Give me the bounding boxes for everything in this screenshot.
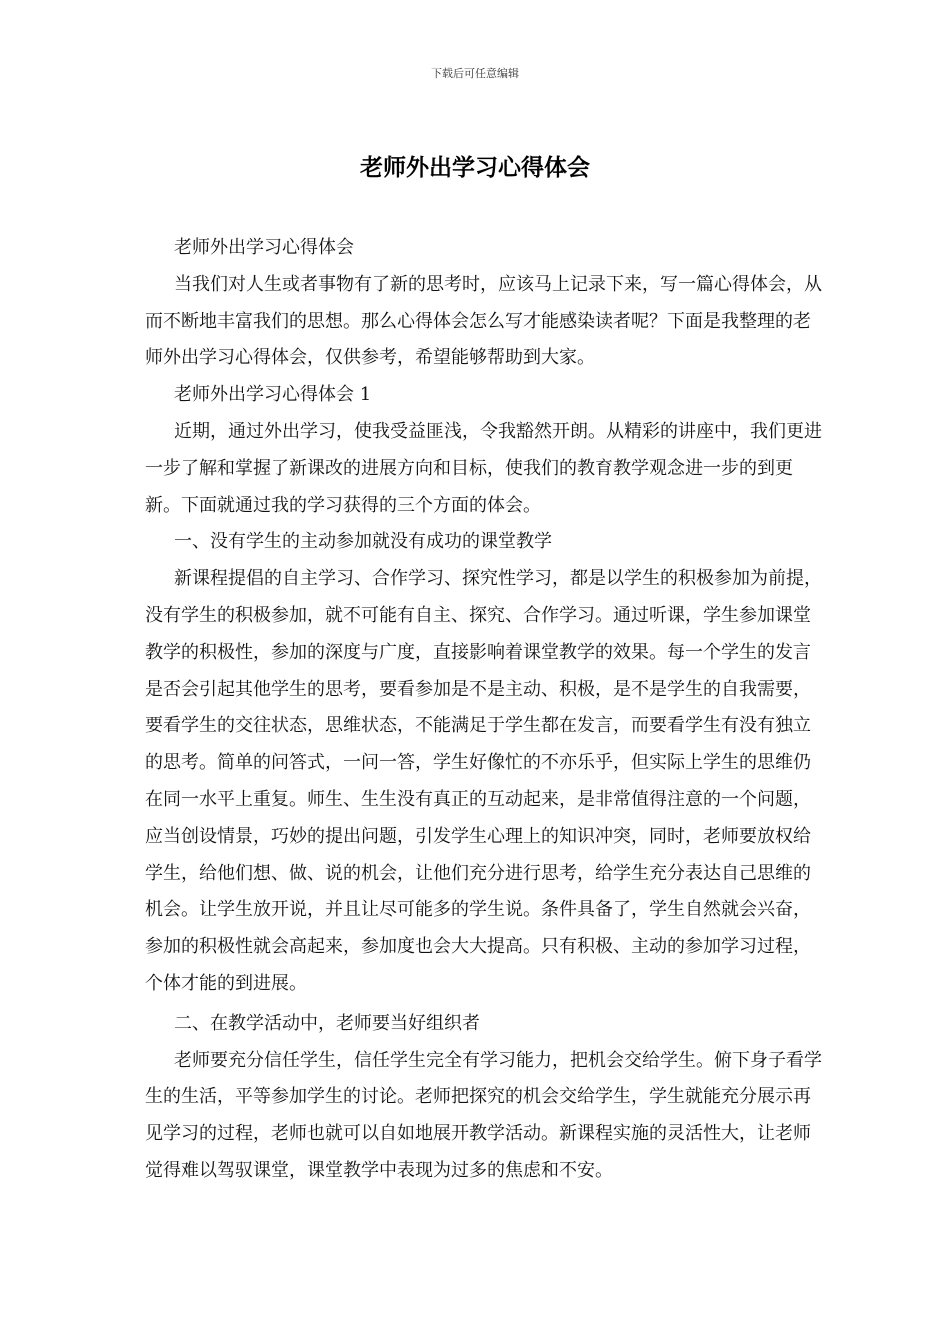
- document-body: [145, 230, 825, 1190]
- page-header: 下载后可任意编辑: [431, 67, 519, 80]
- intro-paragraph: 当我们对人生或者事物有了新的思考时，应该马上记录下来，写一篇心得体会，从而不断地丰富我们的思想。那么心得体会怎么写才能感染读者呢？下面是我整理的老师外出学习心得体会，仅供参考，希望能够帮助到大家。: [145, 273, 822, 369]
- intro-heading: 老师外出学习心得体会: [174, 237, 354, 258]
- subheading-1: 一、没有学生的主动参加就没有成功的课堂教学: [174, 531, 552, 553]
- subheading-2: 二、在教学活动中，老师要当好组织者: [174, 1012, 480, 1034]
- body-paragraph: 近期，通过外出学习，使我受益匪浅，令我豁然开朗。从精彩的讲座中，我们更进一步了解和掌握了新课改的进展方向和目标，使我们的教育教学观念进一步的到更新。下面就通过我的学习获得的三个方面的体会。: [145, 420, 822, 516]
- section-heading-1: 老师外出学习心得体会 1: [174, 384, 372, 406]
- body-paragraph: 新课程提倡的自主学习、合作学习、探究性学习，都是以学生的积极参加为前提，没有学生的积极参加，就不可能有自主、探究、合作学习。通过听课，学生参加课堂教学的积极性，参加的深度与广度，直接影响着课堂教学的效果。每一个学生的发言是否会引起其他学生的思考，要看参加是不是主动、积极，是不是学生的自我需要，要看学生的交往状态，思维状态，不能满足于学生都在发言，而要看学生有没有独立的思考。简单的问答式，一问一答，学生好像忙的不亦乐乎，但实际上学生的思维仍在同一水平上重复。师生、生生没有真正的互动起来，是非常值得注意的一个问题，应当创设情景，巧妙的提出问题，引发学生心理上的知识冲突，同时，老师要放权给学生，给他们想、做、说的机会，让他们充分进行思考，给学生充分表达自己思维的机会。让学生放开说，并且让尽可能多的学生说。条件具备了，学生自然就会兴奋，参加的积极性就会高起来，参加度也会大大提高。只有积极、主动的参加学习过程，个体才能的到进展。: [145, 568, 822, 994]
- document-title: 老师外出学习心得体会: [360, 154, 590, 181]
- body-paragraph: 老师要充分信任学生，信任学生完全有学习能力，把机会交给学生。俯下身子看学生的生活，平等参加学生的讨论。老师把探究的机会交给学生，学生就能充分展示再见学习的过程，老师也就可以自如地展开教学活动。新课程实施的灵活性大，让老师觉得难以驾驭课堂，课堂教学中表现为过多的焦虑和不安。: [145, 1049, 822, 1181]
